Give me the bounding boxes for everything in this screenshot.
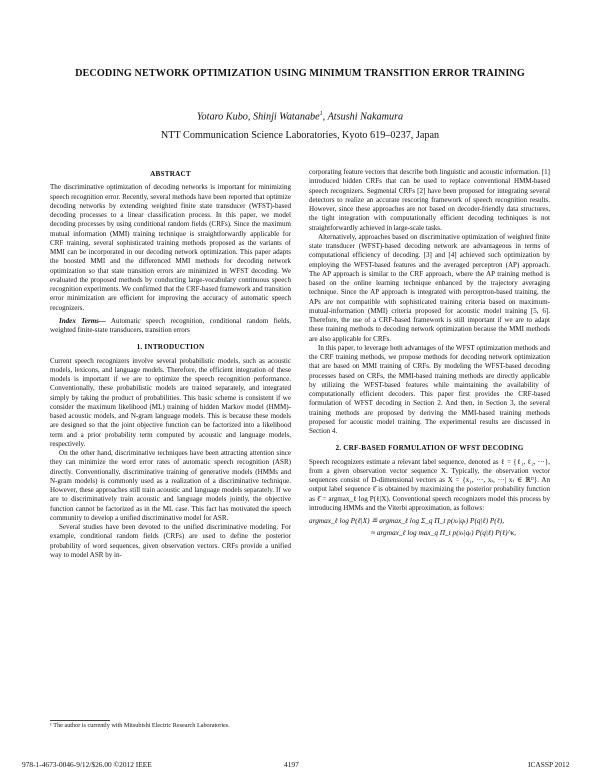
- intro-paragraph-2: On the other hand, discriminative techniques have been attracting attention since they can minimize the word error rates of automatic speech recognition (ASR) directly. Conventionally, discriminative training of generative models (HMMs and N-gram models) is commonly used as a realization of a discriminative technique. However, these approaches still train acoustic and language models separately. If we are to discriminatively train acoustic and language models jointly, the objective function cannot be factorized as in the ML case. This fact has motivated the speech community to develop a unified discriminative model for ASR.: [50, 449, 291, 522]
- footnote: ¹ The author is currently with Mitsubishi Electric Research Laboratories.: [50, 722, 230, 729]
- index-terms: [50, 317, 291, 336]
- author-list: [60, 108, 540, 123]
- right-column: [309, 168, 550, 541]
- body-paragraph-2: Alternatively, approaches based on discriminative optimization of weighted finite state transducer (WFST)-based decoding network are advantageous in terms of computational efficiency of decoding. [3] and [4] achieved such optimization by employing the WFST-based features and the averaged perceptron (AP) approach. The AP approach is similar to the CRF approach, where the AP training method is based on the online learning technique enhanced by the trajectory averaging technique. Since the AP approach is integrated with perceptron-based training, the APs are not compatible with sophisticated training criteria based on maximum-mutual-information (MMI) criteria proposed for acoustic model training [5, 6]. Therefore, the use of a CRF-based framework is still important if we are to adapt these training methods to decoding network optimization because the MMI methods are also applicable for CRFs.: [309, 232, 550, 343]
- authors-part2: , Atsushi Nakamura: [322, 111, 404, 123]
- footer-copyright: 978-1-4673-0046-9/12/$26.00 ©2012 IEEE: [22, 760, 152, 769]
- body-paragraph-1: corporating feature vectors that describe both linguistic and acoustic information. [1] introduced hidden CRFs that can be used to replace conventional HMM-based speech recognizers. Segmental CRFs [2] have been proposed for integrating several detectors to realize an accurate rescoring framework of speech recognition results. However, since these approaches are not based on decoder-friendly data structures, the tight integration with computationally efficient decoding techniques is not straightforwardly achieved in large-scale tasks.: [309, 168, 550, 232]
- authors-part1: Yotaro Kubo, Shinji Watanabe: [196, 111, 320, 123]
- author-footnote-mark: 1: [319, 111, 323, 117]
- section-2-paragraph: Speech recognizers estimate a relevant label sequence, denoted as ℓ = {ℓ₁, ℓ₂, ···}, from a given observation vector sequence X. Typically, the observation vector sequences consist of D-dimensional vectors as X = {x₁, ···, xₜ, ···| xₜ ∈ ℝᴰ}. An output label sequence ℓ̂ is obtained by maximizing the posterior probability function as ℓ̂ = argmax_ℓ log P(ℓ|X). Conventional speech recognizers model this process by introducing HMMs and the Viterbi approximation, as follows:: [309, 457, 550, 512]
- equation-2: ≈ argmax_ℓ log max_q Π_t p(xₜ|qₜ) P(q|ℓ) P(ℓ)^κ,: [371, 528, 516, 538]
- body-paragraph-3: In this paper, to leverage both advantages of the WFST optimization methods and the CRF training methods, we propose methods for decoding network optimization that are based on MMI training of CRFs. By modeling the WFST-based decoding processes based on CRFs, the MMI-based training methods are directly applicable by utilizing the WFST-based features while maintaining the availability of computationally efficient decoders. This paper first provides the CRF-based formulation of WFST decoding in Section 2. And then, in Section 3, the several training methods are proposed by deriving the MMI-based training methods proposed for acoustic model training. The experimental results are discussed in Section 4.: [309, 343, 550, 435]
- affiliation: NTT Communication Science Laboratories, Kyoto 619–0237, Japan: [160, 130, 440, 141]
- footnote-rule: [50, 720, 110, 721]
- conference-name: ICASSP 2012: [528, 760, 570, 769]
- paper-title: DECODING NETWORK OPTIMIZATION USING MINIMUM TRANSITION ERROR TRAINING: [75, 68, 525, 79]
- intro-paragraph-1: Current speech recognizers involve several probabilistic models, such as acoustic models, lexicons, and language models. Therefore, the efficient integration of these models is important if we are to optimize the speech recognition performance. Conventionally, these probabilistic models are trained separately, and integrated simply by taking the product of probabilities. This basic scheme is consistent if we consider the maximum likelihood (ML) training of hidden Markov model (HMM)-based acoustic models, and N-gram language models. This is because these models are designed so that the joint objective function can be factorized into a likelihood term and a prior probability term computed by acoustic and language models, respectively.: [50, 356, 291, 448]
- abstract-text: The discriminative optimization of decoding networks is important for minimizing speech recognition error. Recently, several methods have been reported that optimize decoding networks by extending weighted finite state transducer (WFST)-based decoding processes to a linear classification process. In this paper, we model decoding processes by using conditional random fields (CRFs). Since the maximum mutual information (MMI) training technique is straightforwardly applicable for CRF training, several sophisticated training methods proposed as the variants of MMI can be incorporated in our decoding network optimization. This paper adapts the boosted MMI and the differenced MMI methods for decoding network optimization so that state transition errors are minimized in WFST decoding. We evaluated the proposed methods by conducting large-vocabulary continuous speech recognition experiments. We confirmed that the CRF-based framework and transition error minimization are efficient for improving the accuracy of automatic speech recognizers.: [50, 183, 291, 312]
- index-terms-text: Automatic speech recognition, conditional random fields, weighted finite-state transducers, transition errors: [50, 316, 291, 334]
- intro-paragraph-3: Several studies have been devoted to the unified discriminative modeling. For example, conditional random fields (CRFs) are used to define the posterior probability of word sequences, given observation vectors. CRFs provide a unified way to model ASR by in-: [50, 523, 291, 559]
- intro-heading: 1. INTRODUCTION: [136, 343, 205, 352]
- section-2-heading: 2. CRF-BASED FORMULATION OF WFST DECODING: [335, 444, 524, 453]
- page-number: 4197: [284, 760, 299, 769]
- left-column: [50, 170, 291, 560]
- equation-1: argmax_ℓ log P(ℓ|X) ≝ argmax_ℓ log Σ_q Π_t p(xₜ|qₜ) P(q|ℓ) P(ℓ),: [309, 516, 505, 525]
- index-terms-label: Index Terms—: [59, 316, 106, 325]
- abstract-heading: ABSTRACT: [150, 170, 191, 178]
